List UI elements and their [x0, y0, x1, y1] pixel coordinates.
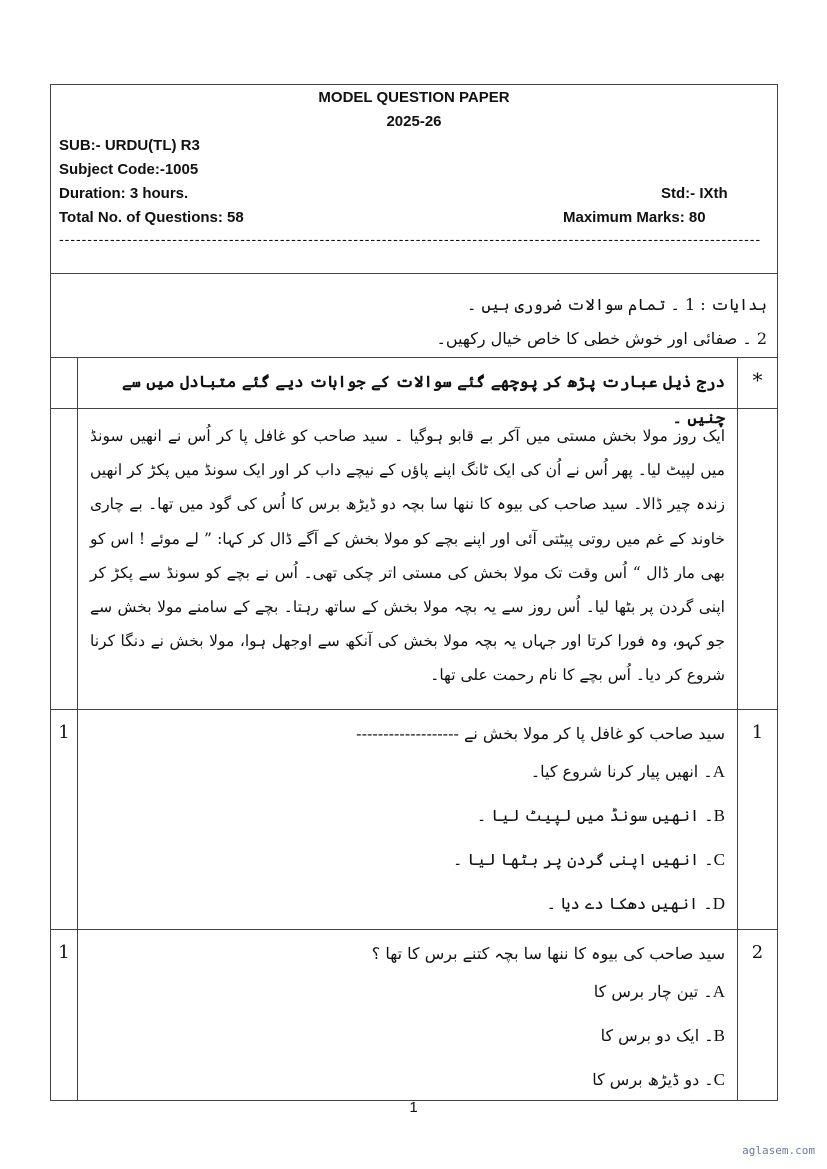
option-text: ۔ انھیں سونڈ میں لپیٹ لیا ۔: [476, 806, 714, 825]
option-d: [90, 882, 725, 926]
instruction-line-2: 2 ۔ صفائی اور خوش خطی کا خاص خیال رکھیں۔: [436, 329, 767, 348]
star-marker: *: [737, 358, 777, 408]
option-text: ۔ انھیں دھکا دے دیا ۔: [546, 894, 713, 913]
question-marks: 1: [51, 710, 78, 929]
subject-line: SUB:- URDU(TL) R3: [59, 137, 200, 154]
standard: Std:- IXth: [661, 185, 728, 202]
duration: Duration: 3 hours.: [59, 185, 189, 202]
option-a: [90, 750, 725, 794]
watermark: aglasem.com: [742, 1144, 815, 1157]
question-number: 1: [737, 710, 777, 929]
question-body: [78, 710, 737, 929]
subject-code: Subject Code:-1005: [59, 161, 199, 178]
instructions: [51, 274, 777, 358]
option-text: ۔ انھیں پیار کرنا شروع کیا۔: [530, 762, 713, 781]
question-row: [51, 930, 777, 1100]
marks-cell: [51, 358, 78, 408]
question-body: [78, 930, 737, 1100]
question-text: سید صاحب کی بیوہ کا ننھا سا بچہ کتنے برس کا تھا ؟: [371, 944, 725, 963]
option-text: ۔ ایک دو برس کا: [600, 1026, 714, 1045]
option-label: C: [713, 1070, 725, 1089]
maximum-marks: Maximum Marks: 80: [563, 209, 706, 226]
option-label: A: [712, 762, 725, 781]
marks-cell: [51, 409, 78, 709]
option-label: B: [713, 1026, 725, 1045]
option-b: [90, 794, 725, 838]
passage-text: ایک روز مولا بخش مستی میں آکر بے قابو ہوگیا ۔ سید صاحب کو غافل پا کر اُس نے انھیں سونڈ میں لپیٹ لیا۔ پھر اُس نے اُن کی ایک ٹانگ اپنے پاؤں کے نیچے داب کر اور ایک سونڈ میں پکڑ کر انھیں زندہ چیر ڈالا۔ سید صاحب کی بیوہ کا ننھا سا بچہ دو ڈیڑھ برس کا اُس کی گود میں تھا۔ بے چاری خاوند کے غم میں روتی پیٹتی آئی اور اپنے بچے کو مولا بخش کے آگے ڈال کر کہا: ” لے موئے ! اس کو بھی مار ڈال “ اُس وقت تک مولا بخش کی مستی اتر چکی تھی۔ اُس نے بچے کو سونڈ سے پکڑ کر اپنی گردن پر بٹھا لیا۔ اُس روز سے یہ بچہ مولا بخش کے ساتھ رہتا۔ بچے کے سامنے مولا بخش سے جو کہو، وہ فورا کرتا اور جہاں یہ بچہ مولا بخش کی آنکھ سے اوجھل ہوا، مولا بخش نے دنگا کرنا شروع کر دیا۔ اُس بچے کا نام رحمت علی تھا۔: [90, 427, 725, 685]
option-label: C: [713, 850, 725, 869]
passage-row: [51, 409, 777, 710]
option-text: ۔ دو ڈیڑھ برس کا: [592, 1070, 714, 1089]
passage-number-cell: [737, 409, 777, 709]
passage: [78, 409, 737, 709]
question-text: سید صاحب کو غافل پا کر مولا بخش نے -------------------: [356, 724, 725, 743]
question-row: [51, 710, 777, 930]
option-text: ۔ انھیں اپنی گردن پر بٹھا لیا ۔: [453, 850, 714, 869]
option-label: B: [713, 806, 725, 825]
dashed-divider: ----------------------------------------------------------------------------------------------------------------------------: [59, 231, 762, 247]
directive-text: درج ذیل عبارت پڑھ کر پوچھے گئے سوالات کے جوابات دیے گئے متبادل میں سے چنیں ۔: [122, 372, 725, 427]
option-c: [90, 838, 725, 882]
paper-header: [51, 85, 777, 274]
option-a: [90, 970, 725, 1014]
instruction-line-1: ہدایات : 1 ۔ تمام سوالات ضروری ہیں ۔: [466, 295, 767, 314]
paper-year: 2025-26: [386, 113, 442, 130]
directive-row: [51, 358, 777, 427]
question-marks: 1: [51, 930, 78, 1100]
paper-title: MODEL QUESTION PAPER: [318, 89, 510, 106]
total-questions: Total No. of Questions: 58: [59, 209, 244, 226]
option-label: D: [712, 894, 725, 913]
option-text: ۔ تین چار برس کا: [593, 982, 713, 1001]
option-label: A: [712, 982, 725, 1001]
page-number: 1: [409, 1099, 418, 1116]
option-c: [90, 1058, 725, 1102]
option-b: [90, 1014, 725, 1058]
question-number: 2: [737, 930, 777, 1100]
question-paper: [50, 84, 778, 1101]
